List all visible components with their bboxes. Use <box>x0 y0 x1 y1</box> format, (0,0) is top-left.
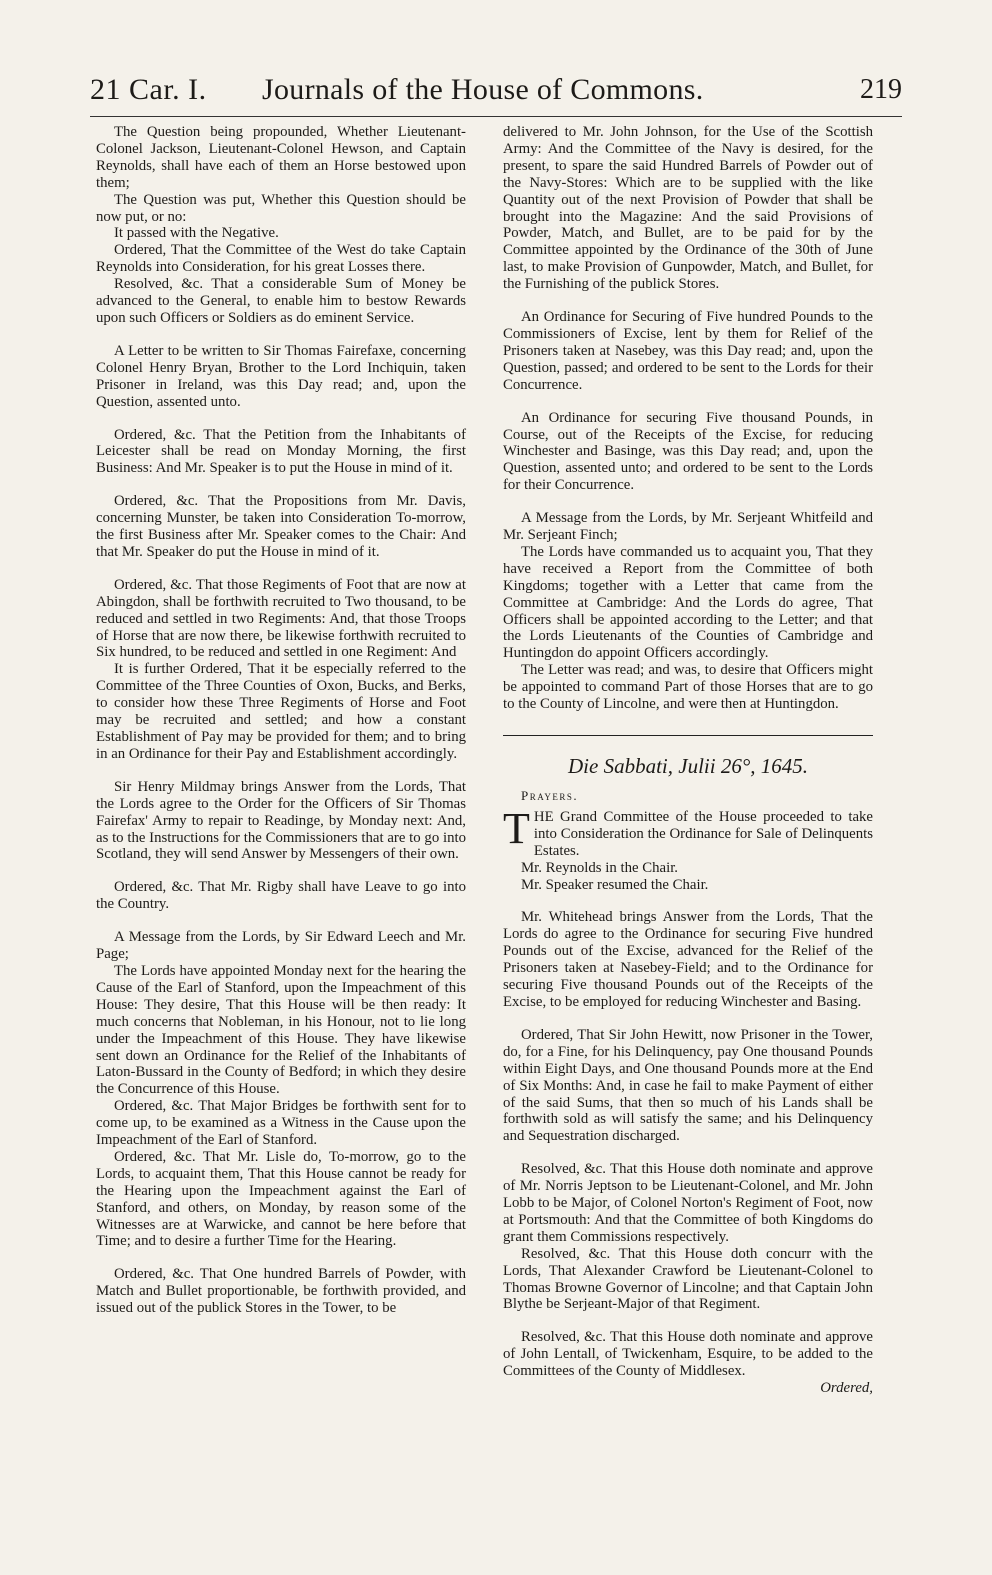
right-column <box>503 124 873 1397</box>
paragraph: Ordered, &c. That Major Bridges be forthwith sent for to come up, to be examined as a Witness in the Cause upon the Impeachment of the Earl of Stanford. <box>96 1098 466 1149</box>
paragraph: Ordered, &c. That those Regiments of Foot that are now at Abingdon, shall be forthwith recruited to Two thousand, to be reduced and settled in two Regiments: And, that those Troops of Horse that are now there, be likewise forthwith recruited to Six hundred, to be reduced and settled in one Regiment: And <box>96 576 466 661</box>
paragraph-text: HE Grand Committee of the House proceeded to take into Consideration the Ordinance for Sale of Delinquents Estates. <box>533 808 873 859</box>
page-header <box>90 66 902 114</box>
paragraph: Mr. Speaker resumed the Chair. <box>521 876 709 893</box>
paragraph: The Question being propounded, Whether Lieutenant-Colonel Jackson, Lieutenant-Colonel Hewson, and Captain Reynolds, shall have each of them an Horse bestowed upon them; <box>96 124 466 191</box>
date-heading: Die Sabbati, Julii 26°, 1645. <box>568 754 808 778</box>
paragraph: A Message from the Lords, by Mr. Serjeant Whitfeild and Mr. Serjeant Finch; <box>503 510 873 544</box>
paragraph: It is further Ordered, That it be especially referred to the Committee of the Three Counties of Oxon, Bucks, and Berks, to consider how these Three Regiments of Horse and Foot may be recruited and settled; and how a constant Establishment of Pay may be provided for them; and to bring in an Ordinance for their Pay and Establishment accordingly. <box>96 661 466 762</box>
paragraph: A Letter to be written to Sir Thomas Fairefaxe, concerning Colonel Henry Bryan, Brother to the Lord Inchiquin, taken Prisoner in Ireland, was this Day read; and, upon the Question, assented unto. <box>96 342 466 410</box>
paragraph: An Ordinance for securing Five thousand Pounds, in Course, out of the Receipts of the Excise, for reducing Winchester and Basinge, was this Day read; and, upon the Question, assented unto; and ordered to be sent to the Lords for their Concurrence. <box>503 409 873 494</box>
reign-label: 21 Car. I. <box>90 73 207 106</box>
paragraph: Mr. Whitehead brings Answer from the Lords, That the Lords do agree to the Ordinance for securing Five hundred Pounds out of the Excise, advanced for the Relief of the Prisoners taken at Nasebey-Field; and to the Ordinance for securing Five thousand Pounds out of the Receipts of the Excise, to be employed for reducing Winchester and Basing. <box>503 909 873 1010</box>
drop-cap: T <box>503 803 530 853</box>
section-divider <box>503 735 873 736</box>
paragraph: Ordered, &c. That One hundred Barrels of Powder, with Match and Bullet proportionable, be forthwith provided, and issued out of the publick Stores in the Tower, to be <box>96 1266 466 1317</box>
paragraph: Ordered, That the Committee of the West do take Captain Reynolds into Consideration, for his great Losses there. <box>96 242 466 276</box>
paragraph: delivered to Mr. John Johnson, for the Use of the Scottish Army: And the Committee of the Navy is desired, for the present, to spare the said Hundred Barrels of Powder out of the Navy-Stores: Which are to be supplied with the like Quantity out of the next Provision of Powder that shall be brought into the Magazine: And the said Provisions of Powder, Match, and Bullet, are to be paid for by the Committee appointed by the Ordinance of the 30th of June last, to make Provision of Gunpowder, Match, and Bullet, for the Furnishing of the publick Stores. <box>503 124 873 293</box>
left-column <box>96 124 466 1317</box>
page-number: 219 <box>860 74 902 105</box>
paragraph: The Lords have commanded us to acquaint you, That they have received a Report from the Committee of both Kingdoms; together with a Letter that came from the Committee at Cambridge: And the Lords do agree, That Officers shall be appointed according to the Letter; and that the Lords Lieutenants of the Counties of Cambridge and Huntingdon do appoint Officers accordingly. <box>503 543 873 662</box>
paragraph: Ordered, &c. That the Propositions from Mr. Davis, concerning Munster, be taken into Consideration To-morrow, the first Business after Mr. Speaker comes to the Chair: And that Mr. Speaker do put the House in mind of it. <box>96 493 466 560</box>
paragraph: Ordered, &c. That the Petition from the Inhabitants of Leicester shall be read on Monday Morning, the first Business: And Mr. Speaker is to put the House in mind of it. <box>96 426 466 477</box>
paragraph: An Ordinance for Securing of Five hundred Pounds to the Commissioners of Excise, lent by them for Relief of the Prisoners taken at Nasebey, was this Day read; and, upon the Question, passed; and ordered to be sent to the Lords for their Concurrence. <box>503 309 873 393</box>
prayers-label: Prayers. <box>521 788 579 803</box>
paragraph: Ordered, &c. That Mr. Rigby shall have Leave to go into the Country. <box>96 879 466 913</box>
paragraph: Ordered, &c. That Mr. Lisle do, To-morrow, go to the Lords, to acquaint them, That this House cannot be ready for the Hearing upon the Impeachment against the Earl of Stanford, and others, on Monday, by reason some of the Witnesses are at Warwicke, and cannot be here before that Time; and to desire a further Time for the Hearing. <box>96 1148 466 1250</box>
paragraph: Ordered, That Sir John Hewitt, now Prisoner in the Tower, do, for a Fine, for his Delinquency, pay One thousand Pounds within Eight Days, and One thousand Pounds more at the End of Six Months: And, in case he fail to make Payment of either of the said Sums, that then so much of his Lands shall be forthwith sold as will satisfy the same; and his Delinquency and Sequestration discharged. <box>503 1026 873 1145</box>
paragraph: The Letter was read; and was, to desire that Officers might be appointed to command Part of those Horses that are to go to the County of Lincolne, and were then at Huntingdon. <box>503 662 873 713</box>
paragraph: Mr. Reynolds in the Chair. <box>521 859 679 876</box>
catchword: Ordered, <box>820 1380 873 1397</box>
paragraph <box>503 803 873 860</box>
paragraph: Resolved, &c. That this House doth concurr with the Lords, That Alexander Crawford be Lieutenant-Colonel to Thomas Browne Governor of Lincolne; and that Captain John Blythe be Serjeant-Major of that Regiment. <box>503 1245 873 1313</box>
paragraph: A Message from the Lords, by Sir Edward Leech and Mr. Page; <box>96 929 466 963</box>
paragraph: Sir Henry Mildmay brings Answer from the Lords, That the Lords agree to the Order for the Officers of Sir Thomas Fairefax' Army to repair to Readinge, by Monday next: And, as to the Instructions for the Commissioners that are to go into Scotland, they will send Answer by Messengers of their own. <box>96 778 466 863</box>
journal-title: Journals of the House of Commons. <box>262 73 704 106</box>
paragraph: Resolved, &c. That a considerable Sum of Money be advanced to the General, to enable him to bestow Rewards upon such Officers or Soldiers as do eminent Service. <box>96 276 466 326</box>
paragraph: Resolved, &c. That this House doth nominate and approve of John Lentall, of Twickenham, Esquire, to be added to the Committees of the County of Middlesex. <box>503 1329 873 1380</box>
header-rule <box>90 116 902 117</box>
paragraph: Resolved, &c. That this House doth nominate and approve of Mr. Norris Jeptson to be Lieutenant-Colonel, and Mr. John Lobb to be Major, of Colonel Norton's Regiment of Foot, now at Portsmouth: And that the Committee of both Kingdoms do grant them Commissions respectively. <box>503 1161 873 1245</box>
paragraph: The Lords have appointed Monday next for the hearing the Cause of the Earl of Stanford, upon the Impeachment of this House: They desire, That this House will be then ready: It much concerns that Nobleman, in his Honour, not to lie long under the Impeachment of this House. They have likewise sent down an Ordinance for the Relief of the Inhabitants of Laton-Bussard in the County of Bedford; in which they desire the Concurrence of this House. <box>96 962 466 1098</box>
paragraph: It passed with the Negative. <box>114 225 279 242</box>
paragraph: The Question was put, Whether this Question should be now put, or no: <box>96 191 466 225</box>
